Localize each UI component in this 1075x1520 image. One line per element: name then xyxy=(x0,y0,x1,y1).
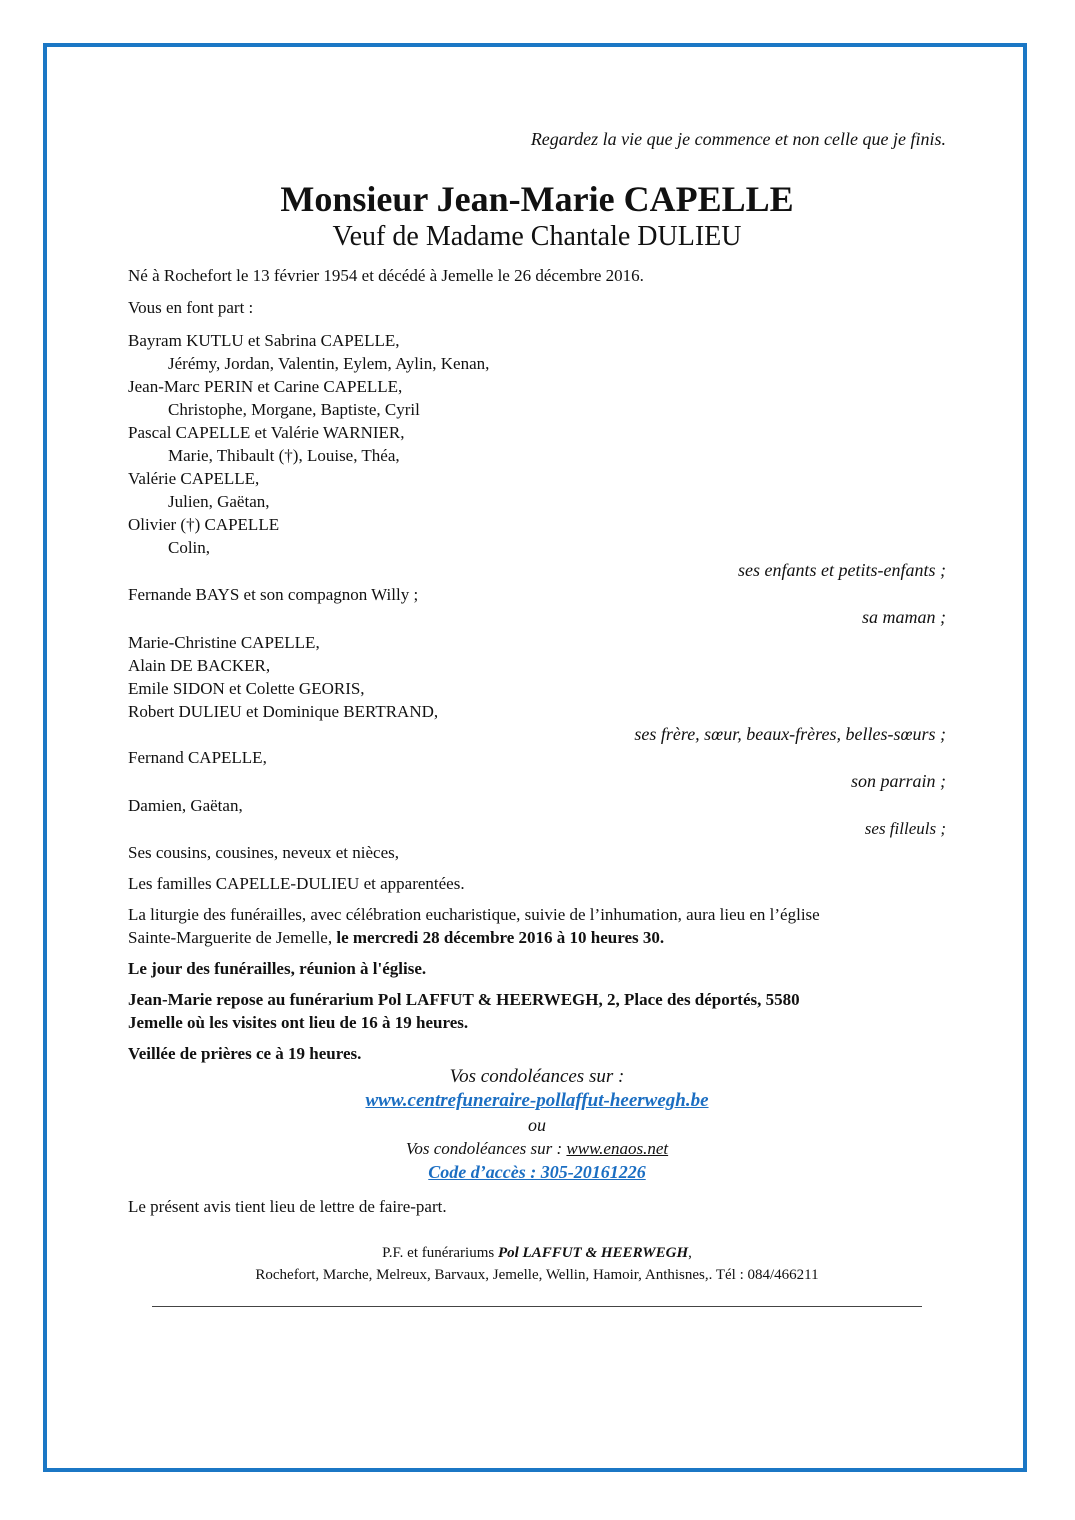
footer-suffix: , xyxy=(688,1245,692,1261)
epigraph-quote: Regardez la vie que je commence et non celle que je finis. xyxy=(530,129,946,149)
cousins-line: Ses cousins, cousines, neveux et nièces, xyxy=(128,843,399,862)
condolences-heading: Vos condoléances sur : xyxy=(449,1066,625,1087)
access-code-wrap xyxy=(128,1162,946,1183)
family-kids: Jérémy, Jordan, Valentin, Eylem, Aylin, Kenan, xyxy=(168,354,490,373)
family-parents: Pascal CAPELLE et Valérie WARNIER, xyxy=(128,423,405,442)
deceased-name: Monsieur Jean-Marie CAPELLE xyxy=(280,179,794,219)
relation-children: ses enfants et petits-enfants ; xyxy=(738,560,946,580)
rest-line-2: Jemelle où les visites ont lieu de 16 à 19 heures. xyxy=(128,1013,469,1032)
or-separator: ou xyxy=(528,1115,546,1135)
birth-death-line: Né à Rochefort le 13 février 1954 et décédé à Jemelle le 26 décembre 2016. xyxy=(128,266,644,285)
godfather-line: Fernand CAPELLE, xyxy=(128,748,267,767)
vigil-line: Veillée de prières ce à 19 heures. xyxy=(128,1044,362,1063)
relation-godchildren: ses filleuls ; xyxy=(864,819,946,838)
access-code-link[interactable]: Code d’accès : 305-20161226 xyxy=(428,1162,646,1182)
sibling-line: Robert DULIEU et Dominique BERTRAND, xyxy=(128,702,439,721)
family-kids: Marie, Thibault (†), Louise, Théa, xyxy=(168,446,400,465)
relation-godfather: son parrain ; xyxy=(850,771,946,791)
relation-siblings: ses frère, sœur, beaux-frères, belles-sœurs ; xyxy=(634,724,946,744)
footer-line-1 xyxy=(128,1245,946,1262)
liturgy-date: le mercredi 28 décembre 2016 à 10 heures 30. xyxy=(336,928,665,947)
families-line: Les familles CAPELLE-DULIEU et apparentées. xyxy=(128,874,465,893)
liturgy-line-1: La liturgie des funérailles, avec célébration eucharistique, suivie de l’inhumation, aura lieu en l’église xyxy=(128,905,820,924)
mother-line: Fernande BAYS et son compagnon Willy ; xyxy=(128,585,419,604)
footer-line-2: Rochefort, Marche, Melreux, Barvaux, Jemelle, Wellin, Hamoir, Anthisnes,. Tél : 084/466211 xyxy=(255,1267,819,1283)
intro-line: Vous en font part : xyxy=(128,298,254,317)
liturgy-line-2 xyxy=(128,928,664,948)
family-parents: Olivier (†) CAPELLE xyxy=(128,515,280,534)
liturgy-place: Sainte-Marguerite de Jemelle, xyxy=(128,928,337,947)
family-parents: Valérie CAPELLE, xyxy=(128,469,260,488)
family-parents: Bayram KUTLU et Sabrina CAPELLE, xyxy=(128,331,400,350)
family-kids: Colin, xyxy=(168,538,211,557)
meeting-line: Le jour des funérailles, réunion à l'église. xyxy=(128,959,427,978)
condolences-link-wrap xyxy=(128,1090,946,1112)
sibling-line: Marie-Christine CAPELLE, xyxy=(128,633,320,652)
godchildren-line: Damien, Gaëtan, xyxy=(128,796,243,815)
condolences-line-2 xyxy=(128,1139,946,1159)
notice-line: Le présent avis tient lieu de lettre de faire-part. xyxy=(128,1197,447,1216)
family-kids: Julien, Gaëtan, xyxy=(168,492,270,511)
condolences-prefix: Vos condoléances sur : xyxy=(405,1139,567,1158)
footer-rule xyxy=(152,1306,922,1307)
widow-line: Veuf de Madame Chantale DULIEU xyxy=(332,221,742,252)
rest-line-1: Jean-Marie repose au funérarium Pol LAFFUT & HEERWEGH, 2, Place des déportés, 5580 xyxy=(128,990,800,1009)
footer-company: Pol LAFFUT & HEERWEGH xyxy=(497,1245,689,1261)
sibling-line: Emile SIDON et Colette GEORIS, xyxy=(128,679,365,698)
relation-mother: sa maman ; xyxy=(862,607,946,627)
family-parents: Jean-Marc PERIN et Carine CAPELLE, xyxy=(128,377,403,396)
family-kids: Christophe, Morgane, Baptiste, Cyril xyxy=(168,400,420,419)
footer-prefix: P.F. et funérariums xyxy=(382,1245,498,1261)
condolences-link[interactable]: www.centrefuneraire-pollaffut-heerwegh.be xyxy=(365,1090,709,1111)
sibling-line: Alain DE BACKER, xyxy=(128,656,271,675)
enaos-link[interactable]: www.enaos.net xyxy=(566,1139,669,1158)
